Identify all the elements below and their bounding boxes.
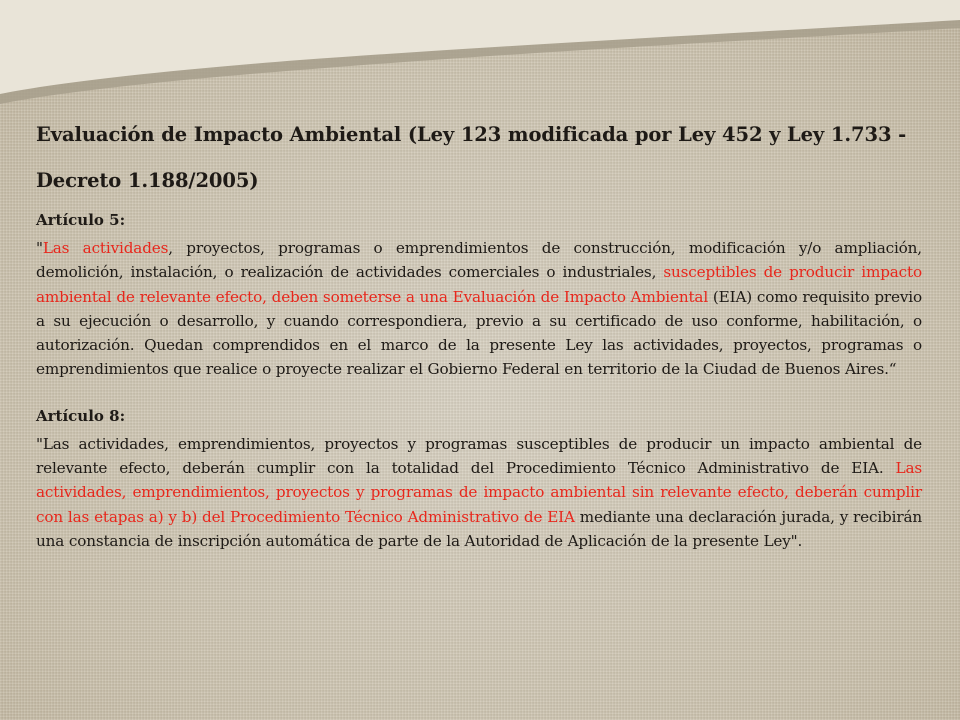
articulo-8-heading: Artículo 8: — [36, 406, 126, 425]
title-line-2: Decreto 1.188/2005) — [36, 169, 259, 192]
decorative-wave-band — [0, 0, 960, 110]
text-segment: "Las actividades, emprendimientos, proyectos y programas susceptibles de producir un impacto ambiental de relevante efecto, deberán cumplir con la totalidad del Procedimiento Técnico Administrativo de EIA. — [36, 434, 922, 478]
text-segment: " — [36, 239, 43, 257]
text-segment: , proyectos, programas o emprendimientos de construcción, modificación y/o ampliación, demolición, instalación, o realización de actividades comerciales o industriales, — [36, 239, 922, 282]
slide-title — [36, 112, 922, 204]
articulo-5-heading: Artículo 5: — [36, 211, 126, 229]
text-segment: mediante una declaración jurada, y recibirán una constancia de inscripción automática de parte de la Autoridad de Aplicación de la presente Ley". — [36, 507, 922, 550]
highlighted-text-segment: susceptibles de producir impacto ambiental de relevante efecto, deben someterse a una Evaluación de Impacto Ambiental — [36, 263, 922, 306]
text-segment: (EIA) como requisito previo a su ejecución o desarrollo, y cuando correspondiera, previo a su certificado de uso conforme, habilitación, o autorización. Quedan comprendidos en el marco de la presente Ley las actividades, proyectos, programas o emprendimientos que realice o proyecte realizar el Gobierno Federal en territorio de la Ciudad de Buenos Aires.“ — [36, 287, 922, 379]
title-line-1: Evaluación de Impacto Ambiental (Ley 123 modificada por Ley 452 y Ley 1.733 - — [36, 123, 907, 146]
slide-content — [36, 112, 922, 553]
highlighted-text-segment: Las actividades — [42, 239, 169, 257]
highlighted-text-segment: Las actividades, emprendimientos, proyectos y programas de impacto ambiental sin relevante efecto, deberán cumplir con las etapas a) y b) del Procedimiento Técnico Administrativo de EIA — [36, 459, 922, 526]
articulo-8-body — [36, 432, 922, 553]
articulo-5-body — [36, 236, 922, 382]
